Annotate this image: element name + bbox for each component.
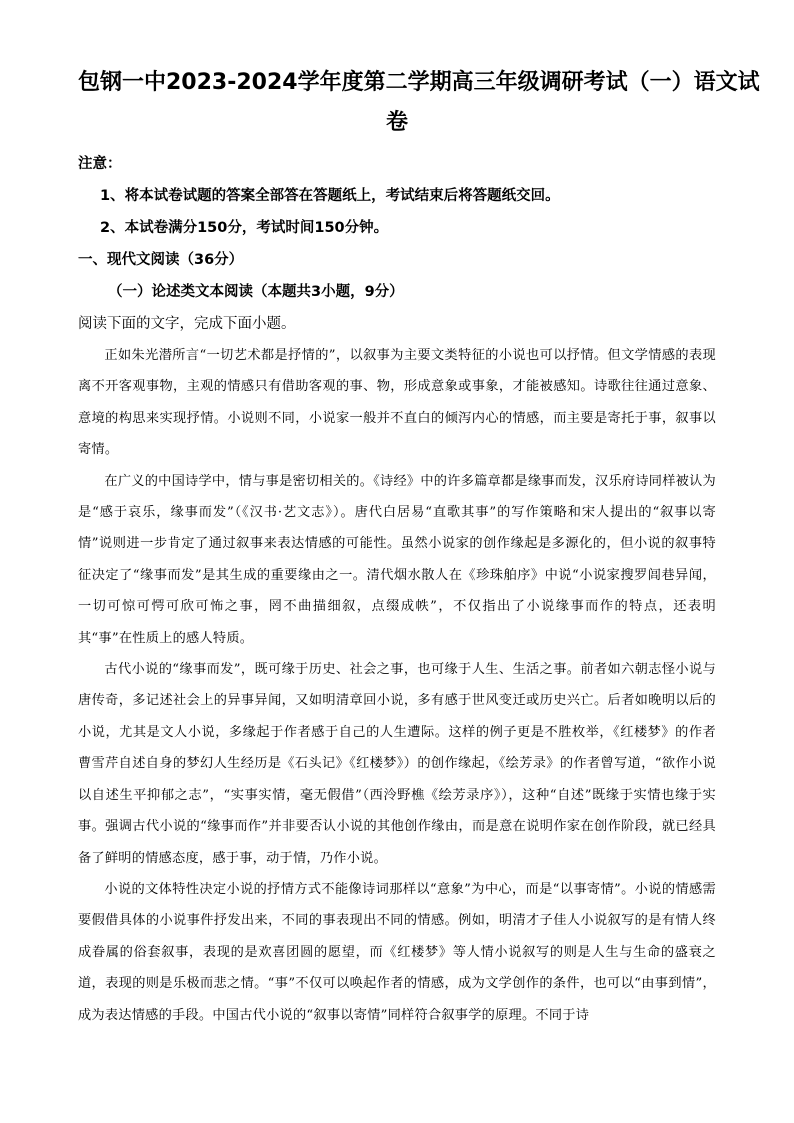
notice-item-2: 2、本试卷满分150分，考试时间150分钟。 <box>100 220 389 236</box>
exam-title <box>78 63 760 143</box>
notice-item-1: 1、将本试卷试题的答案全部答在答题纸上，考试结束后将答题纸交回。 <box>100 188 560 204</box>
exam-title-line2: 卷 <box>385 110 408 135</box>
exam-title-line1: 包钢一中2023-2024学年度第二学期高三年级调研考试（一）语文试 <box>78 70 760 95</box>
passage-paragraph-4: 小说的文体特性决定小说的抒情方式不能像诗词那样以“意象”为中心，而是“以事寄情”。小说的情感需要假借具体的小说事件抒发出来，不同的事表现出不同的情感。例如，明清才子佳人小说叙写的是有情人终成眷属的俗套叙事，表现的是欢喜团圆的愿望，而《红楼梦》等人情小说叙写的则是人生与生命的盛衰之道，表现的则是乐极而悲之情。“事”不仅可以唤起作者的情感，成为文学创作的条件，也可以“由事到情”，成为表达情感的手段。中国古代小说的“叙事以寄情”同样符合叙事学的原理。不同于诗 <box>78 881 716 1023</box>
passage-paragraph-2: 在广义的中国诗学中，情与事是密切相关的。《诗经》中的许多篇章都是缘事而发，汉乐府诗同样被认为是“感于哀乐，缘事而发”（《汉书·艺文志》）。唐代白居易“直歌其事”的写作策略和宋人提出的“叙事以寄情”说则进一步肯定了通过叙事来表达情感的可能性。虽然小说家的创作缘起是多源化的，但小说的叙事特征决定了“缘事而发”是其生成的重要缘由之一。清代烟水散人在《珍珠舶序》中说“小说家搜罗闾巷异闻，一切可惊可愕可欣可怖之事，罔不曲描细叙，点缀成帙”，不仅指出了小说缘事而作的特点，还表明其“事”在性质上的感人特质。 <box>78 473 716 646</box>
section-heading: 一、现代文阅读（36分） <box>78 252 244 268</box>
reading-instruction: 阅读下面的文字，完成下面小题。 <box>78 316 296 332</box>
passage-paragraph-3: 古代小说的“缘事而发”，既可缘于历史、社会之事，也可缘于人生、生活之事。前者如六朝志怪小说与唐传奇，多记述社会上的异事异闻，又如明清章回小说，多有感于世风变迁或历史兴亡。后者如晚明以后的小说，尤其是文人小说，多缘起于作者感于自己的人生遭际。这样的例子更是不胜枚举，《红楼梦》的作者曹雪芹自述自身的梦幻人生经历是《石头记》《红楼梦》）的创作缘起，《绘芳录》的作者曾写道，“欲作小说以自述生平抑郁之志”，“实事实情，毫无假借”（西泠野樵《绘芳录序》），这种“自述”既缘于实情也缘于实事。强调古代小说的“缘事而作”并非要否认小说的其他创作缘由，而是意在说明作家在创作阶段，就已经具备了鲜明的情感态度，感于事，动于情，乃作小说。 <box>78 662 716 866</box>
subsection-heading: （一）论述类文本阅读（本题共3小题，9分） <box>108 284 404 300</box>
passage-paragraph-1: 正如朱光潜所言“一切艺术都是抒情的”，以叙事为主要文类特征的小说也可以抒情。但文学情感的表现离不开客观事物，主观的情感只有借助客观的事、物，形成意象或事象，才能被感知。诗歌往往通过意象、意境的构思来实现抒情。小说则不同，小说家一般并不直白的倾泻内心的情感，而主要是寄托于事，叙事以寄情。 <box>78 348 716 458</box>
notice-label: 注意： <box>78 156 122 172</box>
